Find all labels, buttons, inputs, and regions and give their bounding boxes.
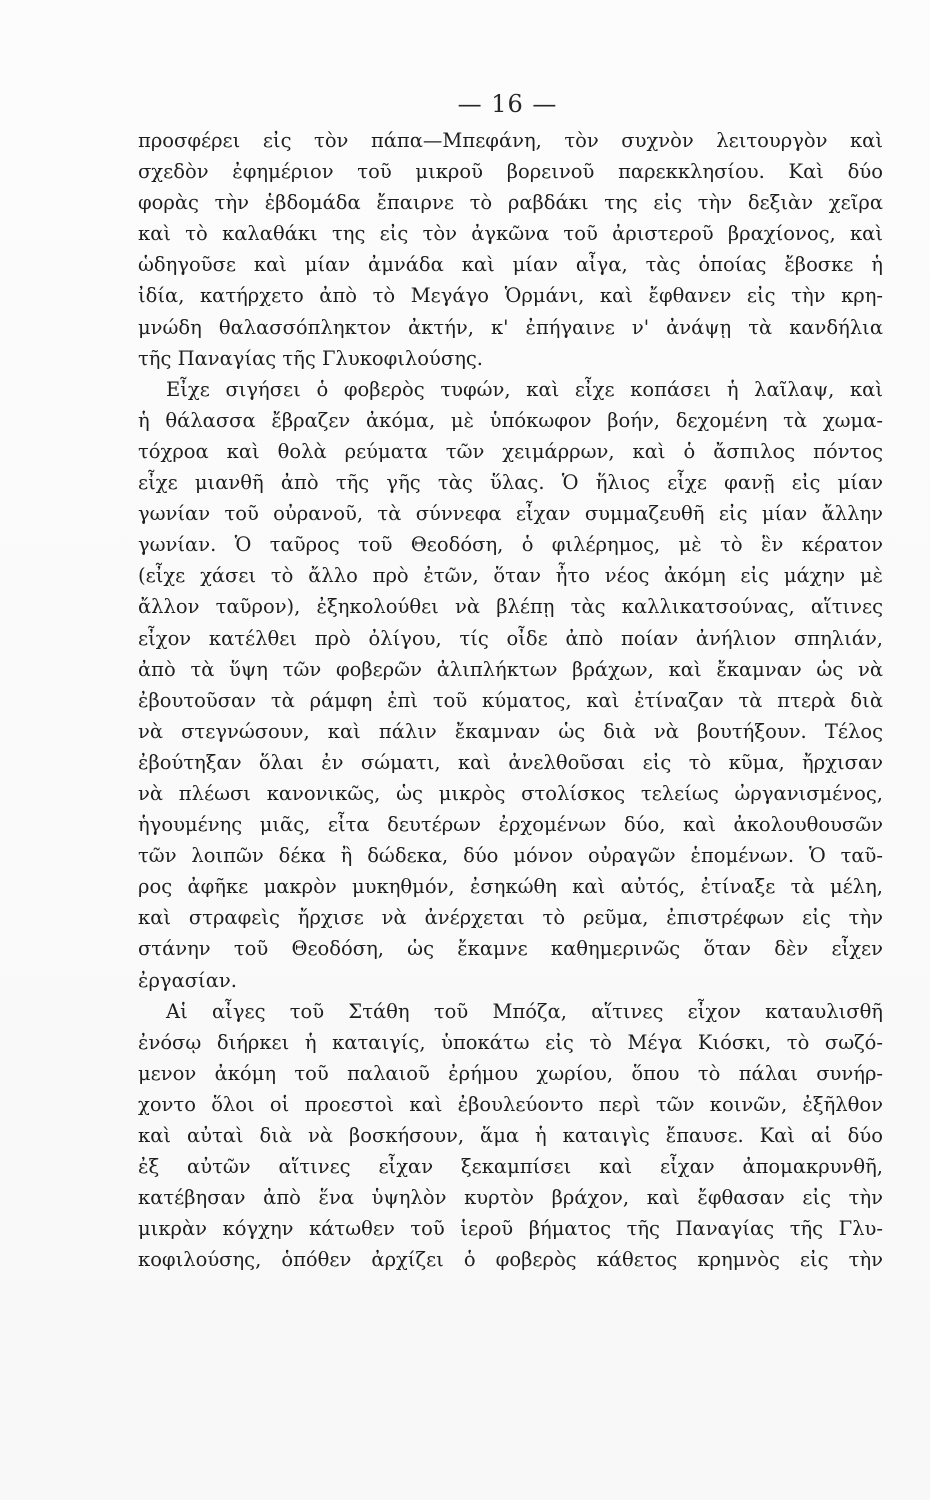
text-line: τῶν λοιπῶν δέκα ἢ δώδεκα, δύο μόνον οὐραγῶν ἑπομένων. Ὁ ταῦ-	[138, 844, 883, 868]
text-line: τόχροα καὶ θολὰ ρεύματα τῶν χειμάρρων, καὶ ὁ ἄσπιλος πόντος	[138, 439, 883, 463]
text-line: ἐξ αὐτῶν αἵτινες εἶχαν ξεκαμπίσει καὶ εἶχαν ἀπομακρυνθῆ,	[138, 1155, 883, 1179]
text-line: γωνίαν τοῦ οὐρανοῦ, τὰ σύννεφα εἶχαν συμμαζευθῆ εἰς μίαν ἄλλην	[138, 502, 883, 526]
text-line: ἐργασίαν.	[138, 968, 237, 992]
text-line: νὰ στεγνώσουν, καὶ πάλιν ἔκαμναν ὡς διὰ νὰ βουτήξουν. Τέλος	[138, 719, 883, 743]
text-line: καὶ τὸ καλαθάκι της εἰς τὸν ἀγκῶνα τοῦ ἀριστεροῦ βραχίονος, καὶ	[138, 222, 883, 246]
text-line: κοφιλούσης, ὁπόθεν ἀρχίζει ὁ φοβερὸς κάθετος κρημνὸς εἰς τὴν	[138, 1248, 883, 1272]
text-line: φορὰς τὴν ἑβδομάδα ἔπαιρνε τὸ ραβδάκι της εἰς τὴν δεξιὰν χεῖρα	[138, 191, 883, 215]
text-line: ἐβουτοῦσαν τὰ ράμφη ἐπὶ τοῦ κύματος, καὶ ἐτίναζαν τὰ πτερὰ διὰ	[138, 688, 883, 712]
text-line: ἐβούτηξαν ὅλαι ἐν σώματι, καὶ ἀνελθοῦσαι εἰς τὸ κῦμα, ἤρχισαν	[138, 750, 883, 774]
text-line: εἶχε μιανθῆ ἀπὸ τῆς γῆς τὰς ὕλας. Ὁ ἥλιος εἶχε φανῇ εἰς μίαν	[138, 471, 883, 495]
text-line: ὡδηγοῦσε καὶ μίαν ἀμνάδα καὶ μίαν αἶγα, τὰς ὁποίας ἔβοσκε ἡ	[138, 253, 883, 277]
text-line: ἐνόσῳ διήρκει ἡ καταιγίς, ὑποκάτω εἰς τὸ Μέγα Κιόσκι, τὸ σωζό-	[138, 1030, 883, 1054]
text-line: μενον ἀκόμη τοῦ παλαιοῦ ἐρήμου χωρίου, ὅπου τὸ πάλαι συνήρ-	[138, 1061, 883, 1085]
text-line: Εἶχε σιγήσει ὁ φοβερὸς τυφών, καὶ εἶχε κοπάσει ἡ λαῖλαψ, καὶ	[166, 377, 883, 401]
text-line: μνώδη θαλασσόπληκτον ἀκτήν, κ' ἐπήγαινε ν' ἀνάψῃ τὰ κανδήλια	[138, 315, 883, 339]
text-line: σχεδὸν ἐφημέριον τοῦ μικροῦ βορεινοῦ παρεκκλησίου. Καὶ δύο	[138, 160, 883, 184]
text-line: καὶ αὐταὶ διὰ νὰ βοσκήσουν, ἅμα ἡ καταιγὶς ἔπαυσε. Καὶ αἱ δύο	[138, 1124, 883, 1147]
text-line: ἡγουμένης μιᾶς, εἶτα δευτέρων ἐρχομένων δύο, καὶ ἀκολουθουσῶν	[138, 813, 883, 837]
text-line: ἡ θάλασσα ἔβραζεν ἀκόμα, μὲ ὑπόκωφον βοήν, δεχομένη τὰ χωμα-	[138, 408, 883, 432]
text-line: χοντο ὅλοι οἱ προεστοὶ καὶ ἐβουλεύοντο περὶ τῶν κοινῶν, ἐξῆλθον	[138, 1092, 883, 1116]
body-text	[138, 125, 883, 1275]
text-line: γωνίαν. Ὁ ταῦρος τοῦ Θεοδόση, ὁ φιλέρημος, μὲ τὸ ἓν κέρατον	[138, 533, 883, 557]
text-line: προσφέρει εἰς τὸν πάπα—Μπεφάνη, τὸν συχνὸν λειτουργὸν καὶ	[138, 129, 883, 152]
text-line: καὶ στραφεὶς ἤρχισε νὰ ἀνέρχεται τὸ ρεῦμα, ἐπιστρέφων εἰς τὴν	[138, 906, 883, 930]
text-line: στάνην τοῦ Θεοδόση, ὡς ἔκαμνε καθημερινῶς ὅταν δὲν εἶχεν	[138, 937, 883, 961]
text-line: ἰδία, κατήρχετο ἀπὸ τὸ Μεγάγο Ὁρμάνι, καὶ ἔφθανεν εἰς τὴν κρη-	[138, 284, 883, 308]
text-line: Αἱ αἶγες τοῦ Στάθη τοῦ Μπόζα, αἵτινες εἶχον καταυλισθῆ	[166, 999, 883, 1023]
text-line: νὰ πλέωσι κανονικῶς, ὡς μικρὸς στολίσκος τελείως ὠργανισμένος,	[138, 781, 883, 805]
text-line: (εἶχε χάσει τὸ ἄλλο πρὸ ἐτῶν, ὅταν ἦτο νέος ἀκόμη εἰς μάχην μὲ	[138, 564, 883, 588]
text-line: εἶχον κατέλθει πρὸ ὀλίγου, τίς οἶδε ἀπὸ ποίαν ἀνήλιον σπηλιάν,	[138, 626, 883, 650]
text-line: μικρὰν κόγχην κάτωθεν τοῦ ἱεροῦ βήματος τῆς Παναγίας τῆς Γλυ-	[138, 1217, 883, 1241]
text-line: ρος ἀφῆκε μακρὸν μυκηθμόν, ἐσηκώθη καὶ αὐτός, ἐτίναξε τὰ μέλη,	[138, 875, 883, 899]
text-line: ἄλλον ταῦρον), ἐξηκολούθει νὰ βλέπῃ τὰς καλλικατσούνας, αἵτινες	[138, 595, 883, 619]
text-line: ἀπὸ τὰ ὕψη τῶν φοβερῶν ἀλιπλήκτων βράχων, καὶ ἔκαμναν ὡς νὰ	[138, 657, 883, 681]
text-line: κατέβησαν ἀπὸ ἕνα ὑψηλὸν κυρτὸν βράχον, καὶ ἔφθασαν εἰς τὴν	[138, 1186, 883, 1210]
text-line: τῆς Παναγίας τῆς Γλυκοφιλούσης.	[138, 346, 484, 370]
page-number: — 16 —	[457, 90, 558, 118]
